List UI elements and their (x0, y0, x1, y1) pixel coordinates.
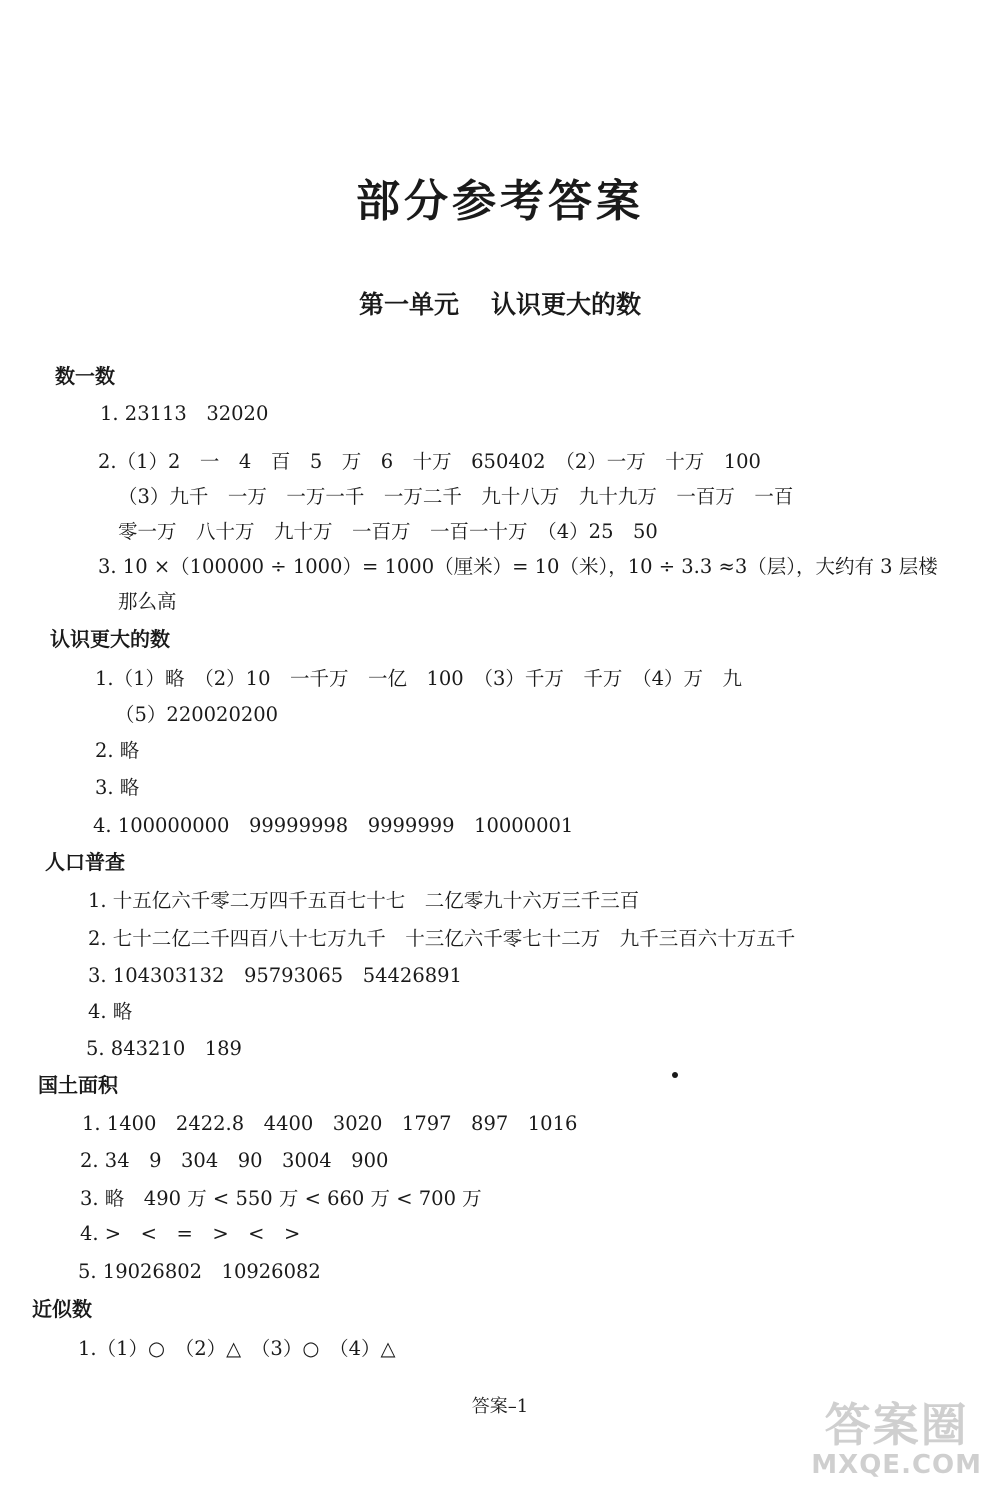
section-heading: 近似数 (32, 1297, 92, 1321)
unit-number: 第一单元 (358, 290, 459, 319)
answer-line: 2. 七十二亿二千四百八十七万九千 十三亿六千零七十二万 九千三百六十万五千 (88, 927, 796, 950)
section-heading: 国土面积 (38, 1073, 118, 1097)
watermark-logo: 答案圈 (824, 1398, 969, 1452)
section-heading: 数一数 (55, 364, 115, 388)
answer-line: 1. 23113 32020 (100, 402, 269, 425)
answer-line: 那么高 (118, 590, 177, 613)
answer-line: 4. 100000000 99999998 9999999 10000001 (93, 814, 574, 837)
unit-name: 认识更大的数 (491, 290, 642, 319)
page-title: 部分参考答案 (356, 176, 644, 227)
answer-line: （5）220020200 (115, 703, 279, 726)
answer-line: 3. 104303132 95793065 54426891 (88, 964, 462, 987)
answer-line: 3. 10 ×（100000 ÷ 1000）= 1000（厘米）= 10（米），10 ÷ 3.3 ≈3（层），大约有 3 层楼 (98, 555, 938, 578)
answer-line: 零一万 八十万 九十万 一百万 一百一十万 （4）25 50 (118, 520, 658, 543)
answer-line: 1. 十五亿六千零二万四千五百七十七 二亿零九十六万三千三百 (88, 889, 640, 912)
answer-line: 3. 略 (95, 776, 140, 799)
watermark-url: MXQE.COM (811, 1450, 982, 1480)
answer-line: 4. 略 (88, 1000, 133, 1023)
answer-line: 1. 1400 2422.8 4400 3020 1797 897 1016 (82, 1112, 578, 1135)
page-number: 答案–1 (471, 1396, 529, 1417)
answer-line: （3）九千 一万 一万一千 一万二千 九十八万 九十九万 一百万 一百 (118, 485, 794, 508)
answer-line: 2. 略 (95, 739, 140, 762)
answer-line: 2.（1）2 一 4 百 5 万 6 十万 650402 （2）一万 十万 100 (98, 450, 761, 473)
ink-dot (672, 1072, 678, 1078)
answer-line: 5. 843210 189 (86, 1037, 242, 1060)
unit-heading (0, 285, 1000, 321)
answer-line: 1.（1）○ （2）△ （3）○ （4）△ (78, 1337, 396, 1360)
answer-line: 3. 略 490 万 < 550 万 < 660 万 < 700 万 (80, 1187, 482, 1210)
answer-line: 2. 34 9 304 90 3004 900 (80, 1149, 389, 1172)
section-heading: 人口普查 (45, 850, 125, 874)
answer-line: 4. > < = > < > (80, 1222, 301, 1245)
answer-line: 5. 19026802 10926082 (78, 1260, 321, 1283)
answer-line: 1.（1）略 （2）10 一千万 一亿 100 （3）千万 千万 （4）万 九 (95, 667, 743, 690)
watermark (811, 1398, 982, 1480)
section-heading: 认识更大的数 (50, 627, 170, 651)
